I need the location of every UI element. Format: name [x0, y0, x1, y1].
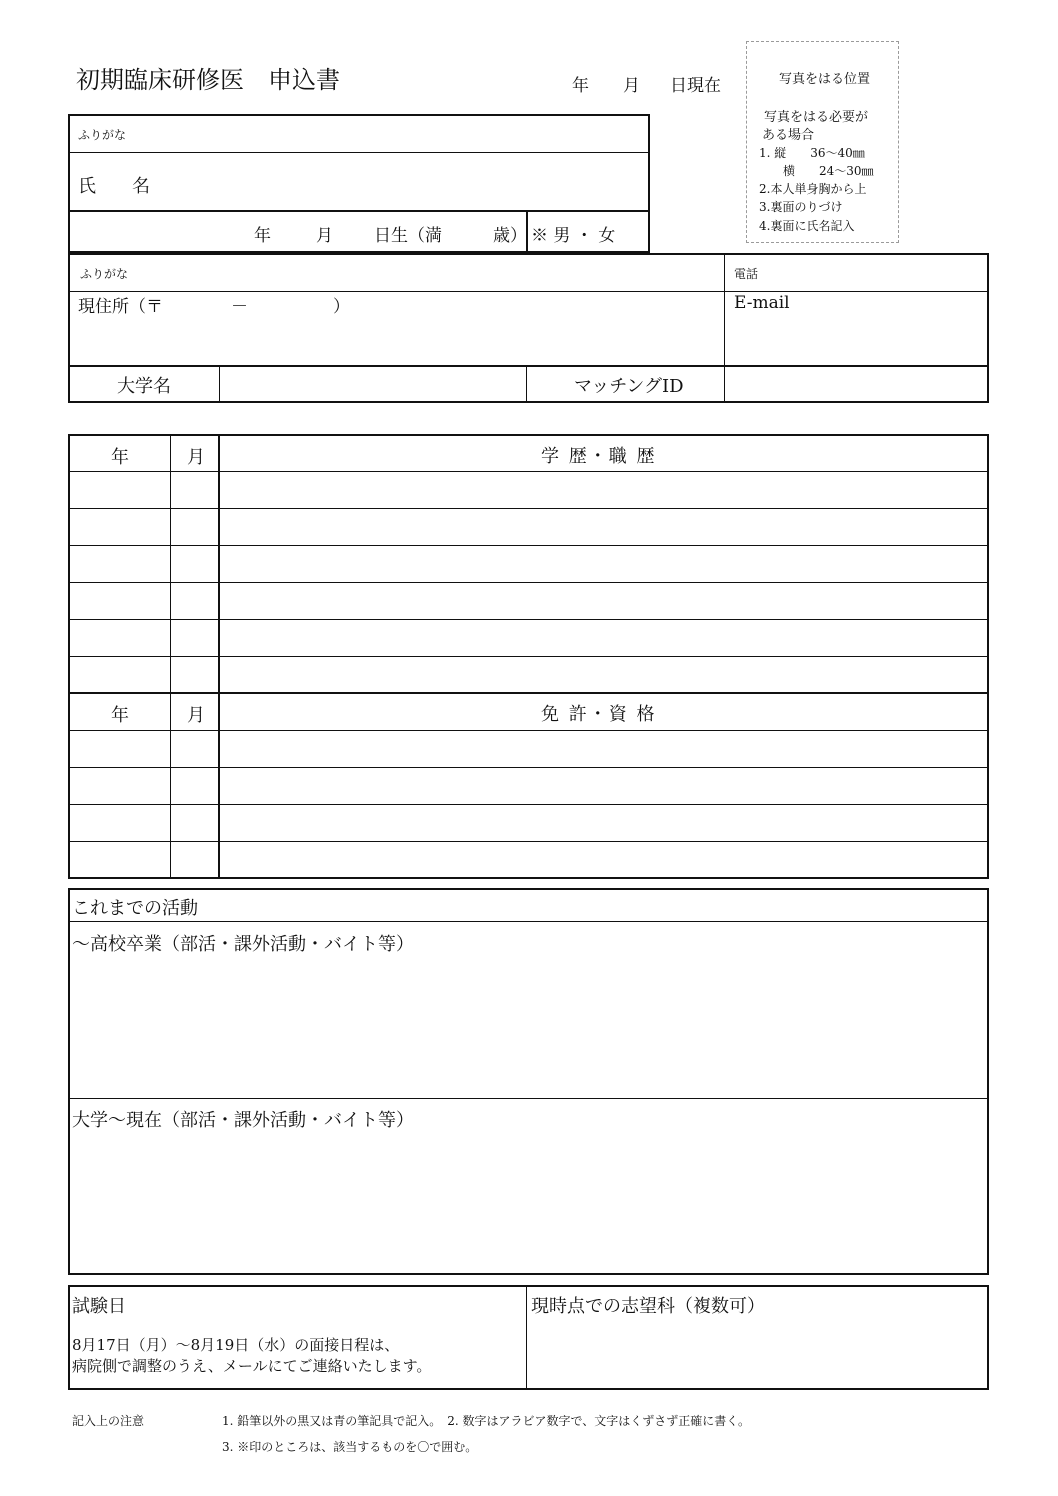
license-row[interactable] — [70, 732, 987, 767]
notes-line1: 1. 鉛筆以外の黒又は青の筆記具で記入。 2. 数字はアラビア数字で、文字はくずさず正確に書く。 — [222, 1414, 751, 1428]
email-label: E-mail — [734, 293, 790, 313]
history-row[interactable] — [70, 584, 987, 619]
birth-day-label: 日生（満 — [374, 226, 442, 246]
photo-note-line1: 写真をはる必要が — [764, 110, 869, 125]
photo-placeholder[interactable] — [746, 41, 899, 243]
name-label: 氏 名 — [78, 176, 150, 197]
photo-item-3: 3.裏面のりづけ — [759, 200, 843, 214]
notes-label: 記入上の注意 — [72, 1414, 145, 1428]
activities-heading: これまでの活動 — [72, 898, 198, 919]
highschool-activities-label: ～高校卒業（部活・課外活動・バイト等） — [72, 934, 414, 955]
history-row[interactable] — [70, 510, 987, 545]
matching-id-label: マッチングID — [574, 376, 684, 397]
birth-month-label: 月 — [316, 226, 333, 246]
license-year-header: 年 — [111, 705, 129, 726]
address-field[interactable] — [72, 318, 720, 362]
gender-select[interactable]: ※ 男 ・ 女 — [531, 226, 616, 246]
university-activities-label: 大学～現在（部活・課外活動・バイト等） — [72, 1110, 414, 1131]
photo-item-4: 4.裏面に氏名記入 — [759, 219, 855, 233]
history-row[interactable] — [70, 621, 987, 656]
notes-line2: 3. ※印のところは、該当するものを〇で囲む。 — [222, 1440, 478, 1454]
license-row[interactable] — [70, 843, 987, 877]
email-field[interactable] — [734, 316, 984, 362]
age-label: 歳） — [493, 226, 527, 246]
name-furigana-label: ふりがな — [78, 128, 127, 142]
desired-department-label: 現時点での志望科（複数可） — [531, 1296, 765, 1317]
history-month-header: 月 — [187, 447, 205, 468]
university-field[interactable] — [222, 368, 524, 401]
exam-schedule-line1: 8月17日（月）～8月19日（水）の面接日程は、 — [72, 1336, 400, 1354]
photo-size-vertical: 1. 縦 36～40㎜ — [759, 146, 865, 160]
date-year-label: 年 — [572, 76, 589, 96]
phone-label: 電話 — [734, 267, 759, 281]
license-row[interactable] — [70, 806, 987, 841]
address-label: 現住所（〒 － ） — [78, 297, 350, 317]
exam-schedule-line2: 病院側で調整のうえ、メールにてご連絡いたします。 — [72, 1357, 432, 1375]
name-furigana-field[interactable] — [170, 118, 640, 150]
matching-id-field[interactable] — [728, 368, 986, 401]
university-activities-field[interactable] — [72, 1134, 984, 1270]
desired-department-field[interactable] — [530, 1318, 985, 1386]
photo-item-2: 2.本人単身胸から上 — [759, 182, 867, 196]
highschool-activities-field[interactable] — [72, 958, 984, 1094]
photo-heading: 写真をはる位置 — [779, 72, 871, 87]
page-title: 初期臨床研修医 申込書 — [76, 66, 340, 94]
date-current-label: 日現在 — [670, 76, 721, 96]
license-month-header: 月 — [187, 705, 205, 726]
address-furigana-label: ふりがな — [80, 267, 129, 281]
name-field[interactable] — [170, 156, 640, 206]
history-row[interactable] — [70, 547, 987, 582]
photo-size-horizontal: 横 24～30㎜ — [783, 164, 874, 178]
license-row[interactable] — [70, 769, 987, 804]
history-year-header: 年 — [111, 447, 129, 468]
history-title: 学 歴・職 歴 — [541, 446, 657, 467]
license-title: 免 許・資 格 — [541, 704, 657, 725]
phone-field[interactable] — [770, 257, 984, 289]
birth-year-label: 年 — [254, 226, 271, 246]
history-row[interactable] — [70, 658, 987, 691]
date-month-label: 月 — [623, 76, 640, 96]
history-row[interactable] — [70, 473, 987, 508]
university-label: 大学名 — [117, 376, 171, 397]
photo-note-line2: ある場合 — [762, 128, 815, 143]
exam-heading: 試験日 — [72, 1296, 126, 1317]
